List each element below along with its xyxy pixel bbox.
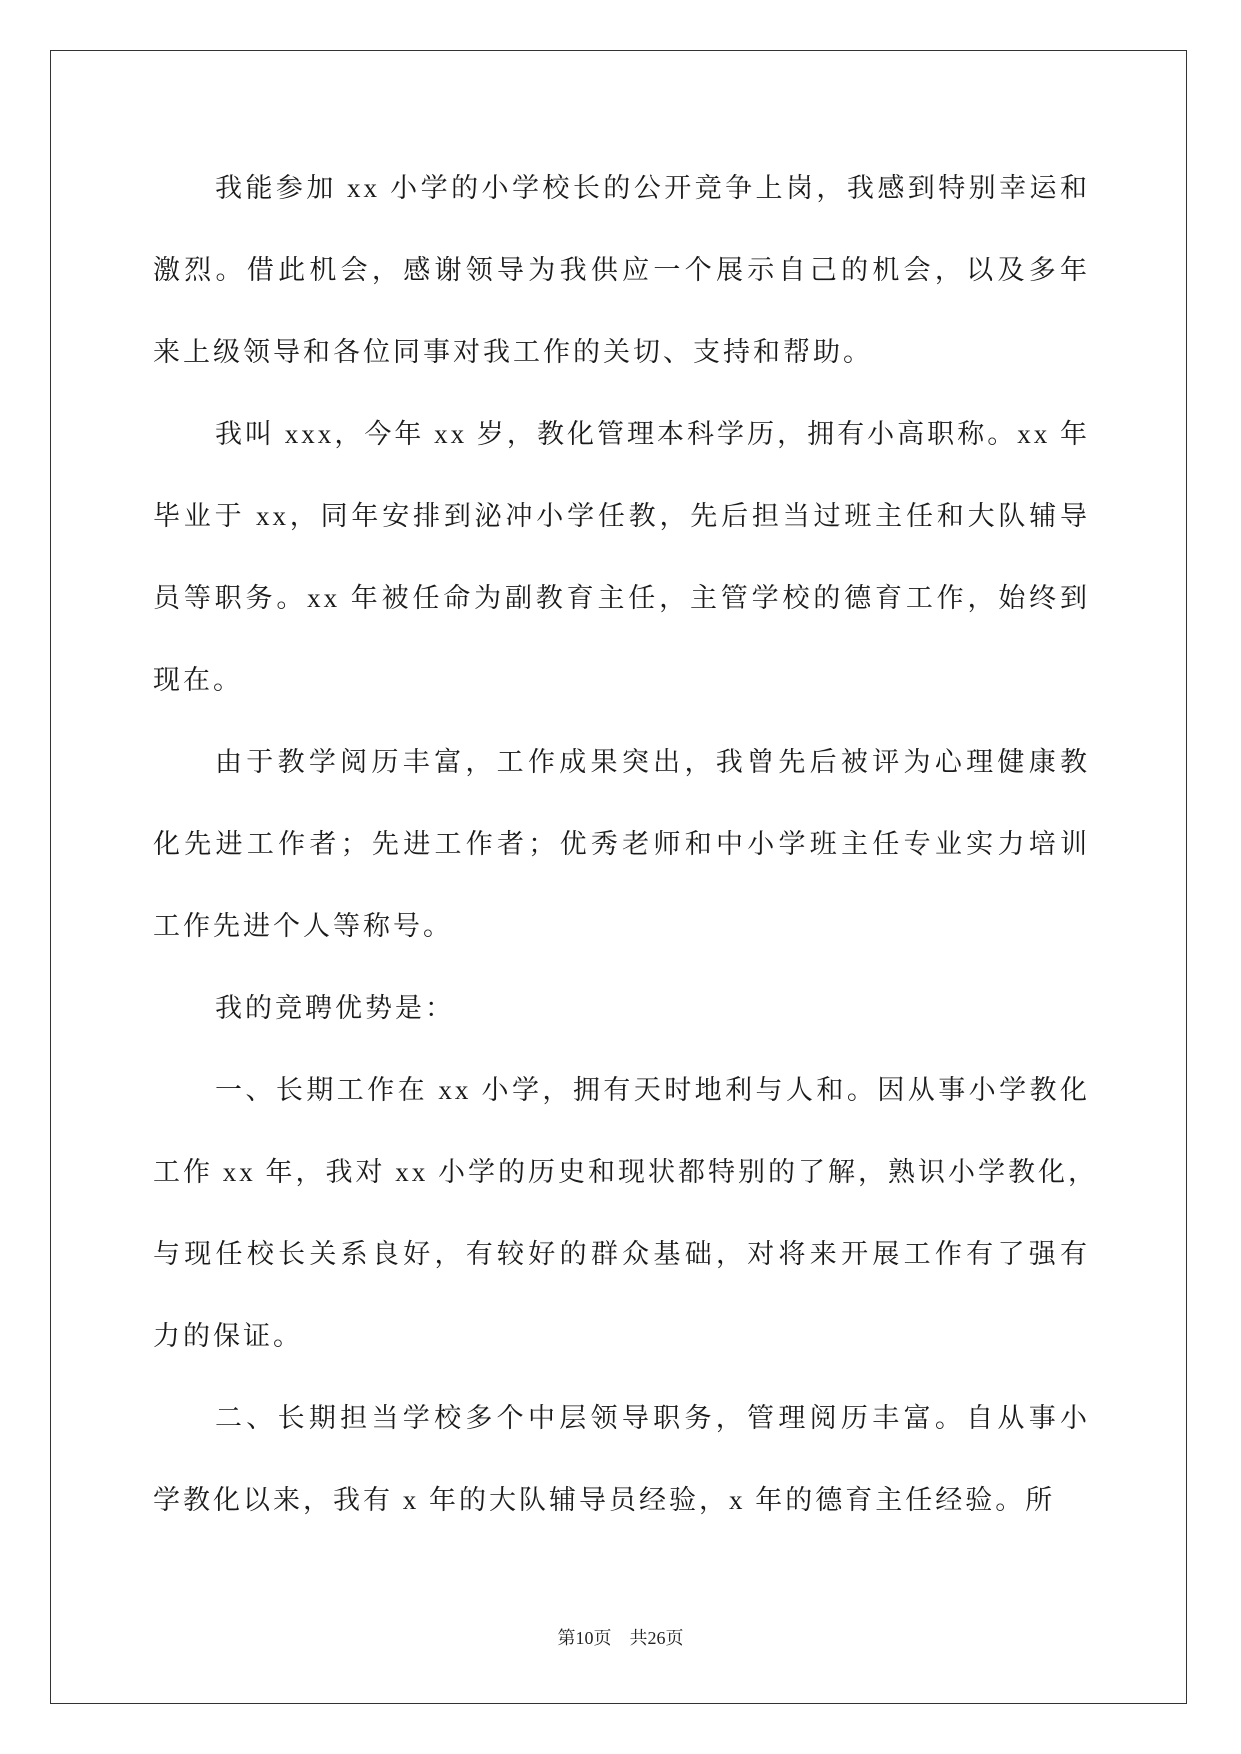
text-line: 毕业于 xx，同年安排到泌冲小学任教，先后担当过班主任和大队辅导 (153, 501, 1090, 531)
paragraph (153, 1049, 1098, 1377)
text-line: 来上级领导和各位同事对我工作的关切、支持和帮助。 (153, 337, 873, 367)
text-line: 化先进工作者；先进工作者；优秀老师和中小学班主任专业实力培训 (153, 829, 1090, 859)
text-line: 激烈。借此机会，感谢领导为我供应一个展示自己的机会，以及多年 (153, 255, 1090, 285)
page-number-current: 第10页 (557, 1628, 612, 1648)
text-line: 我叫 xxx，今年 xx 岁，教化管理本科学历，拥有小高职称。xx 年 (215, 419, 1090, 449)
paragraph (153, 1377, 1090, 1541)
text-line: 一、长期工作在 xx 小学，拥有天时地利与人和。因从事小学教化 (215, 1075, 1090, 1105)
text-line: 二、长期担当学校多个中层领导职务，管理阅历丰富。自从事小 (215, 1403, 1090, 1433)
page-footer (0, 1624, 1241, 1652)
text-line: 我能参加 xx 小学的小学校长的公开竞争上岗，我感到特别幸运和 (215, 173, 1090, 203)
document-body (153, 147, 1098, 1541)
paragraph (153, 967, 1090, 1049)
page-number-total: 共26页 (629, 1628, 684, 1648)
paragraph (153, 147, 1090, 393)
text-line: 员等职务。xx 年被任命为副教育主任，主管学校的德育工作，始终到 (153, 583, 1090, 613)
text-line: 学教化以来，我有 x 年的大队辅导员经验，x 年的德育主任经验。所 (153, 1485, 1056, 1515)
text-line: 工作先进个人等称号。 (153, 911, 453, 941)
paragraph (153, 393, 1090, 721)
text-line: 力的保证。 (153, 1321, 303, 1351)
text-line: 由于教学阅历丰富，工作成果突出，我曾先后被评为心理健康教 (215, 747, 1090, 777)
text-line: 与现任校长关系良好，有较好的群众基础，对将来开展工作有了强有 (153, 1239, 1090, 1269)
paragraph (153, 721, 1090, 967)
text-line: 工作 xx 年，我对 xx 小学的历史和现状都特别的了解，熟识小学教化， (153, 1157, 1098, 1187)
text-line: 我的竞聘优势是： (215, 993, 455, 1023)
text-line: 现在。 (153, 665, 243, 695)
